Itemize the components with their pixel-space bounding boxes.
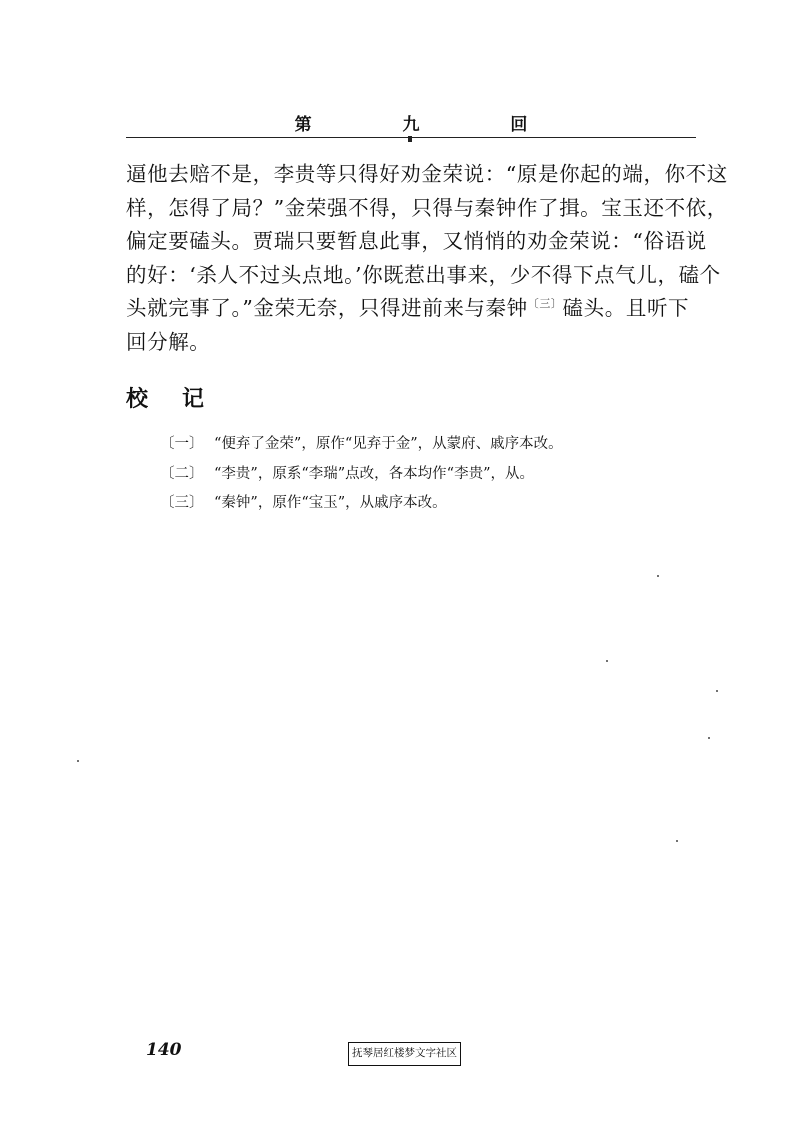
collation-notes [160,430,700,519]
note-item [160,460,700,490]
scan-speck [77,760,79,762]
chapter-title [126,110,696,135]
header-rule-mark [408,136,412,142]
note-number: 〔一〕 [160,436,204,452]
note-text: “便弃了金荣”，原作“见弃于金”，从蒙府、戚序本改。 [214,436,563,452]
body-text [126,158,728,360]
running-header [126,104,696,134]
note-number: 〔二〕 [160,465,204,482]
section-heading [126,382,238,413]
body-line: 的好：‘杀人不过头点地。’你既惹出事来，少不得下点气儿，磕个 [126,262,721,287]
scan-speck [606,660,608,662]
scan-speck [708,737,710,739]
chapter-title-char: 第 [294,115,312,135]
body-line-text: 头就完事了。”金荣无奈，只得进前来与秦钟 [126,296,528,321]
note-item [160,489,700,519]
body-line-with-ref [126,292,696,326]
chapter-title-char: 九 [402,115,420,135]
note-text: “秦钟”，原作“宝玉”，从戚序本改。 [214,495,447,511]
note-item [160,430,700,460]
note-number: 〔三〕 [160,495,204,511]
chapter-title-char: 回 [510,115,528,135]
body-line: 偏定要磕头。贾瑞只要暂息此事，又悄悄的劝金荣说：“俗语说 [126,229,707,254]
scan-speck [716,690,718,692]
scan-speck [676,840,678,842]
body-line: 逼他去赔不是，李贵等只得好劝金荣说：“原是你起的端，你不这 [126,162,728,186]
body-line: 样，怎得了局？”金荣强不得，只得与秦钟作了揖。宝玉还不依， [126,195,728,220]
page-number: 140 [146,1040,182,1060]
scan-speck [657,575,659,577]
reference-mark: 〔三〕 [527,297,563,311]
body-line: 回分解。 [126,329,211,354]
section-heading-char: 校 [126,386,151,412]
section-heading-char: 记 [182,386,207,412]
body-line-tail: 磕头。且听下 [562,296,690,321]
note-text: “李贵”，原系“李瑞”点改，各本均作“李贵”，从。 [214,465,534,482]
watermark-stamp: 抚琴居红楼梦文字社区 [348,1042,461,1066]
